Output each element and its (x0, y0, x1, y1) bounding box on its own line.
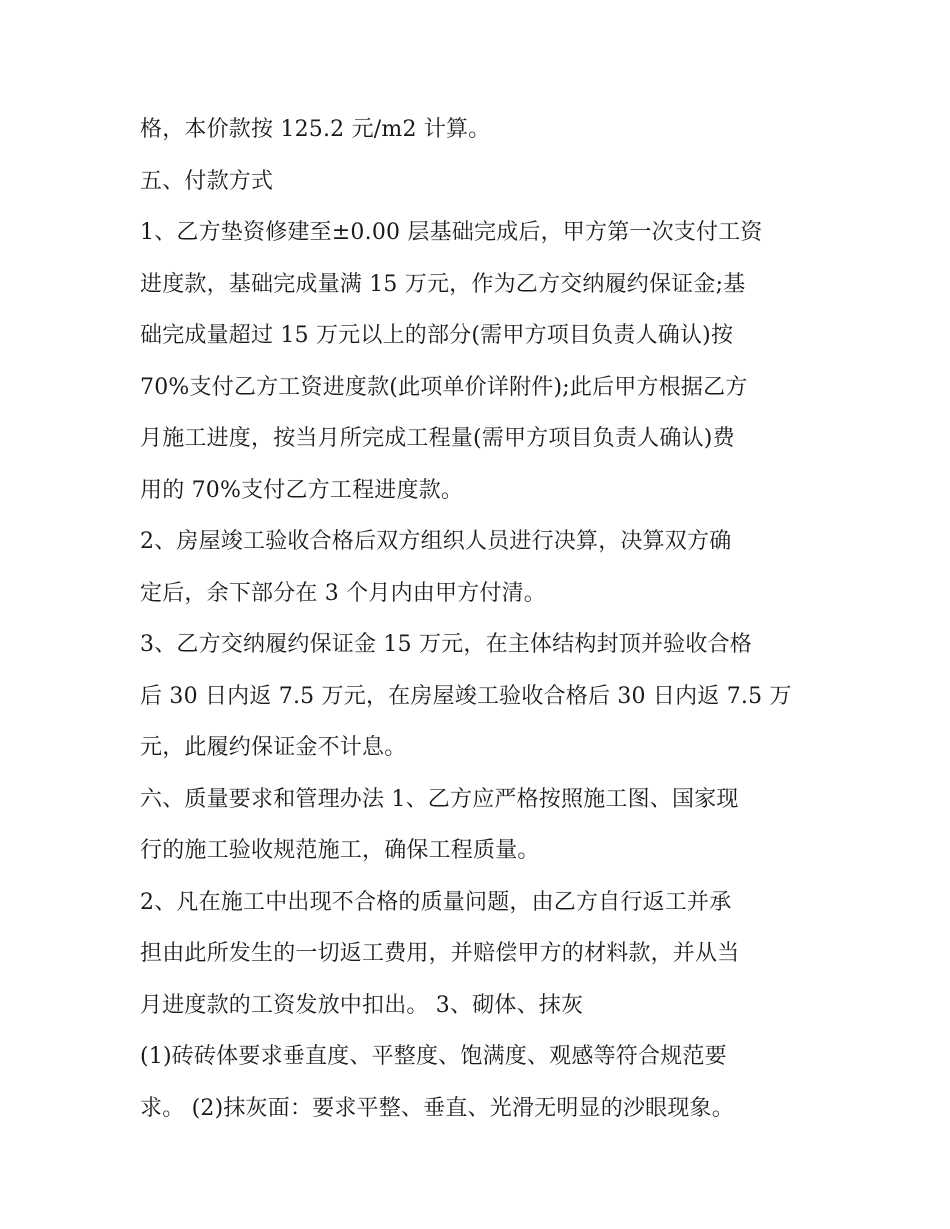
text-line: 月施工进度，按当月所完成工程量(需甲方项目负责人确认)费 (140, 426, 735, 451)
text-line: 进度款，基础完成量满 15 万元，作为乙方交纳履约保证金;基 (140, 271, 746, 297)
text-line: (1)砖砖体要求垂直度、平整度、饱满度、观感等符合规范要 (140, 1044, 727, 1069)
text-line: 1、乙方垫资修建至±0.00 层基础完成后，甲方第一次支付工资 (140, 220, 763, 245)
text-line: 2、房屋竣工验收合格后双方组织人员进行决算，决算双方确 (140, 529, 732, 554)
text-line: 后 30 日内返 7.5 万元，在房屋竣工验收合格后 30 日内返 7.5 万 (140, 683, 792, 709)
text-line: 求。 (2)抹灰面：要求平整、垂直、光滑无明显的沙眼现象。 (140, 1095, 734, 1121)
text-line: 格，本价款按 125.2 元/m2 计算。 (140, 117, 491, 142)
text-line: 担由此所发生的一切返工费用，并赔偿甲方的材料款，并从当 (140, 941, 740, 966)
text-line: 3、乙方交纳履约保证金 15 万元，在主体结构封顶并验收合格 (140, 632, 752, 657)
section-heading: 五、付款方式 (140, 168, 274, 194)
text-line: 定后，余下部分在 3 个月内由甲方付清。 (140, 580, 546, 606)
text-line: 用的 70%支付乙方工程进度款。 (140, 477, 464, 503)
document-body (140, 104, 820, 1134)
text-line: 2、凡在施工中出现不合格的质量问题，由乙方自行返工并承 (140, 889, 732, 915)
section-heading: 六、质量要求和管理办法 1、乙方应严格按照施工图、国家现 (140, 786, 739, 812)
text-line: 月进度款的工资发放中扣出。 3、砌体、抹灰 (140, 992, 584, 1018)
text-line: 70%支付乙方工资进度款(此项单价详附件);此后甲方根据乙方 (140, 374, 748, 400)
text-line: 行的施工验收规范施工，确保工程质量。 (140, 838, 540, 863)
text-line: 元，此履约保证金不计息。 (140, 735, 407, 760)
text-line: 础完成量超过 15 万元以上的部分(需甲方项目负责人确认)按 (140, 323, 734, 348)
